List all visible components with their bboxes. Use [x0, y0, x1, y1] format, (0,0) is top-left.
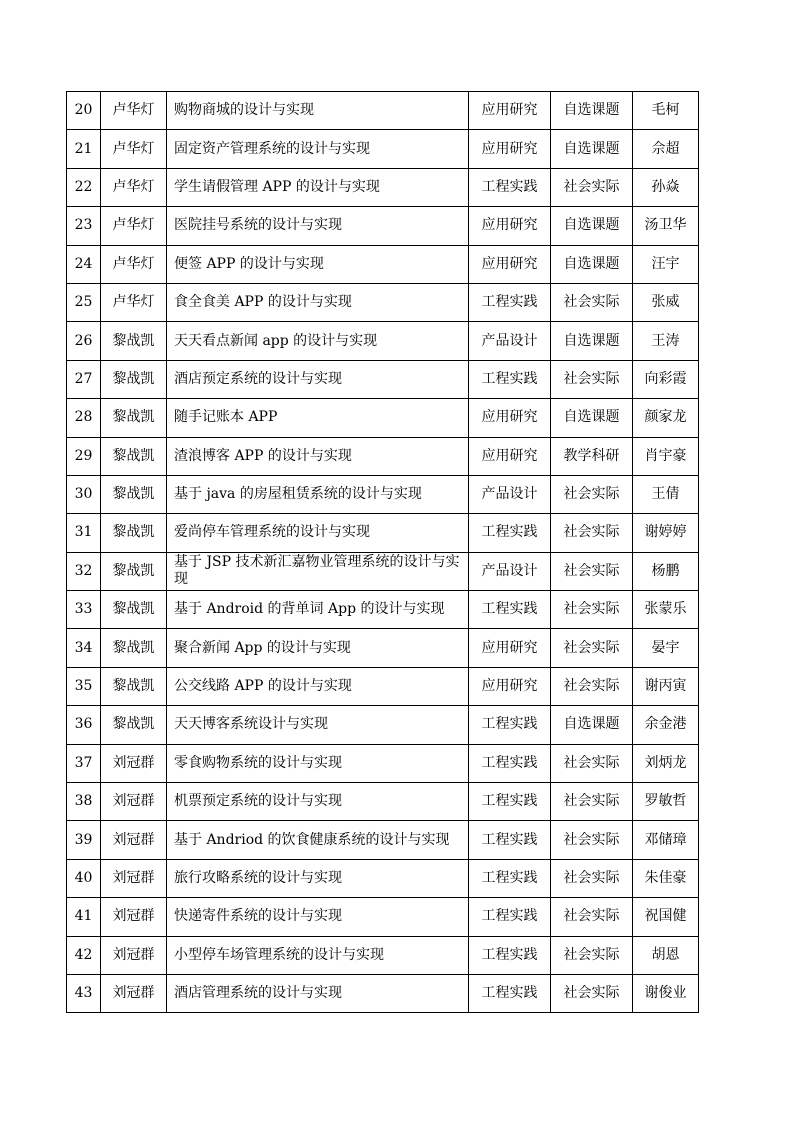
- row-number-cell: 26: [67, 322, 101, 360]
- title-cell: 基于 java 的房屋租赁系统的设计与实现: [167, 475, 469, 513]
- student-cell: 汪宇: [633, 245, 699, 283]
- teacher-cell: 黎战凯: [101, 706, 167, 744]
- student-cell: 张蒙乐: [633, 591, 699, 629]
- row-number-cell: 22: [67, 168, 101, 206]
- topic-source-cell: 社会实际: [551, 936, 633, 974]
- row-number-cell: 23: [67, 207, 101, 245]
- table-row: [67, 399, 699, 437]
- table-row: [67, 706, 699, 744]
- topic-type-cell: 应用研究: [469, 92, 551, 130]
- student-cell: 杨鹏: [633, 552, 699, 590]
- title-cell: 固定资产管理系统的设计与实现: [167, 130, 469, 168]
- topic-type-cell: 工程实践: [469, 821, 551, 859]
- topic-type-cell: 产品设计: [469, 475, 551, 513]
- title-cell: 医院挂号系统的设计与实现: [167, 207, 469, 245]
- student-cell: 王倩: [633, 475, 699, 513]
- student-cell: 晏宇: [633, 629, 699, 667]
- topic-type-cell: 工程实践: [469, 974, 551, 1012]
- title-cell: 天天看点新闻 app 的设计与实现: [167, 322, 469, 360]
- table-row: [67, 475, 699, 513]
- row-number-cell: 38: [67, 783, 101, 821]
- topic-source-cell: 自选课题: [551, 706, 633, 744]
- topic-source-cell: 社会实际: [551, 475, 633, 513]
- table-row: [67, 245, 699, 283]
- teacher-cell: 刘冠群: [101, 936, 167, 974]
- table-row: [67, 130, 699, 168]
- table-row: [67, 629, 699, 667]
- teacher-cell: 黎战凯: [101, 475, 167, 513]
- topic-source-cell: 社会实际: [551, 629, 633, 667]
- table-row: [67, 514, 699, 552]
- topic-type-cell: 应用研究: [469, 629, 551, 667]
- row-number-cell: 29: [67, 437, 101, 475]
- topic-source-cell: 自选课题: [551, 245, 633, 283]
- topic-source-cell: 社会实际: [551, 168, 633, 206]
- topic-source-cell: 社会实际: [551, 552, 633, 590]
- topics-table: [66, 91, 699, 1013]
- row-number-cell: 42: [67, 936, 101, 974]
- teacher-cell: 刘冠群: [101, 744, 167, 782]
- title-cell: 爱尚停车管理系统的设计与实现: [167, 514, 469, 552]
- teacher-cell: 卢华灯: [101, 207, 167, 245]
- title-cell: 机票预定系统的设计与实现: [167, 783, 469, 821]
- topic-source-cell: 社会实际: [551, 744, 633, 782]
- title-cell: 天天博客系统设计与实现: [167, 706, 469, 744]
- row-number-cell: 41: [67, 898, 101, 936]
- title-cell: 快递寄件系统的设计与实现: [167, 898, 469, 936]
- student-cell: 胡恩: [633, 936, 699, 974]
- table-row: [67, 437, 699, 475]
- topic-source-cell: 自选课题: [551, 92, 633, 130]
- topic-type-cell: 产品设计: [469, 322, 551, 360]
- topic-source-cell: 社会实际: [551, 360, 633, 398]
- student-cell: 张威: [633, 283, 699, 321]
- student-cell: 邓储璋: [633, 821, 699, 859]
- student-cell: 向彩霞: [633, 360, 699, 398]
- topic-type-cell: 工程实践: [469, 591, 551, 629]
- title-cell: 旅行攻略系统的设计与实现: [167, 859, 469, 897]
- title-cell: 基于 Android 的背单词 App 的设计与实现: [167, 591, 469, 629]
- topic-type-cell: 工程实践: [469, 514, 551, 552]
- table-row: [67, 936, 699, 974]
- topic-type-cell: 产品设计: [469, 552, 551, 590]
- table-row: [67, 974, 699, 1012]
- row-number-cell: 27: [67, 360, 101, 398]
- topic-source-cell: 社会实际: [551, 783, 633, 821]
- topics-table-body: [67, 92, 699, 1013]
- title-cell: 零食购物系统的设计与实现: [167, 744, 469, 782]
- topic-type-cell: 应用研究: [469, 130, 551, 168]
- teacher-cell: 卢华灯: [101, 130, 167, 168]
- row-number-cell: 21: [67, 130, 101, 168]
- title-cell: 随手记账本 APP: [167, 399, 469, 437]
- student-cell: 谢丙寅: [633, 667, 699, 705]
- student-cell: 谢婷婷: [633, 514, 699, 552]
- topic-type-cell: 工程实践: [469, 706, 551, 744]
- table-row: [67, 898, 699, 936]
- row-number-cell: 28: [67, 399, 101, 437]
- topic-type-cell: 工程实践: [469, 360, 551, 398]
- table-row: [67, 821, 699, 859]
- row-number-cell: 31: [67, 514, 101, 552]
- row-number-cell: 34: [67, 629, 101, 667]
- topic-source-cell: 教学科研: [551, 437, 633, 475]
- topic-type-cell: 工程实践: [469, 898, 551, 936]
- row-number-cell: 30: [67, 475, 101, 513]
- student-cell: 谢俊业: [633, 974, 699, 1012]
- teacher-cell: 黎战凯: [101, 667, 167, 705]
- topic-type-cell: 工程实践: [469, 168, 551, 206]
- student-cell: 余金港: [633, 706, 699, 744]
- teacher-cell: 黎战凯: [101, 437, 167, 475]
- student-cell: 佘超: [633, 130, 699, 168]
- table-row: [67, 859, 699, 897]
- title-cell: 学生请假管理 APP 的设计与实现: [167, 168, 469, 206]
- topic-source-cell: 社会实际: [551, 591, 633, 629]
- topic-type-cell: 工程实践: [469, 859, 551, 897]
- topic-source-cell: 自选课题: [551, 207, 633, 245]
- title-cell: 小型停车场管理系统的设计与实现: [167, 936, 469, 974]
- title-cell: 酒店管理系统的设计与实现: [167, 974, 469, 1012]
- teacher-cell: 黎战凯: [101, 322, 167, 360]
- student-cell: 孙焱: [633, 168, 699, 206]
- teacher-cell: 卢华灯: [101, 245, 167, 283]
- topic-type-cell: 工程实践: [469, 783, 551, 821]
- teacher-cell: 刘冠群: [101, 974, 167, 1012]
- topic-source-cell: 自选课题: [551, 322, 633, 360]
- topic-source-cell: 社会实际: [551, 667, 633, 705]
- title-cell: 食全食美 APP 的设计与实现: [167, 283, 469, 321]
- row-number-cell: 36: [67, 706, 101, 744]
- teacher-cell: 黎战凯: [101, 514, 167, 552]
- table-row: [67, 322, 699, 360]
- topic-source-cell: 社会实际: [551, 283, 633, 321]
- teacher-cell: 卢华灯: [101, 168, 167, 206]
- student-cell: 肖宇豪: [633, 437, 699, 475]
- topic-type-cell: 工程实践: [469, 283, 551, 321]
- row-number-cell: 39: [67, 821, 101, 859]
- topic-type-cell: 工程实践: [469, 936, 551, 974]
- table-row: [67, 744, 699, 782]
- teacher-cell: 刘冠群: [101, 859, 167, 897]
- teacher-cell: 卢华灯: [101, 92, 167, 130]
- student-cell: 朱佳豪: [633, 859, 699, 897]
- table-row: [67, 207, 699, 245]
- title-cell: 便签 APP 的设计与实现: [167, 245, 469, 283]
- row-number-cell: 37: [67, 744, 101, 782]
- teacher-cell: 黎战凯: [101, 360, 167, 398]
- student-cell: 祝国健: [633, 898, 699, 936]
- row-number-cell: 35: [67, 667, 101, 705]
- topic-source-cell: 社会实际: [551, 821, 633, 859]
- row-number-cell: 20: [67, 92, 101, 130]
- row-number-cell: 25: [67, 283, 101, 321]
- title-cell: 渣浪博客 APP 的设计与实现: [167, 437, 469, 475]
- title-cell: 公交线路 APP 的设计与实现: [167, 667, 469, 705]
- teacher-cell: 黎战凯: [101, 629, 167, 667]
- topic-type-cell: 应用研究: [469, 437, 551, 475]
- row-number-cell: 32: [67, 552, 101, 590]
- table-row: [67, 360, 699, 398]
- student-cell: 王涛: [633, 322, 699, 360]
- teacher-cell: 刘冠群: [101, 783, 167, 821]
- row-number-cell: 33: [67, 591, 101, 629]
- title-cell: 基于 JSP 技术新汇嘉物业管理系统的设计与实现: [167, 552, 469, 590]
- row-number-cell: 24: [67, 245, 101, 283]
- table-row: [67, 283, 699, 321]
- teacher-cell: 刘冠群: [101, 821, 167, 859]
- teacher-cell: 刘冠群: [101, 898, 167, 936]
- title-cell: 购物商城的设计与实现: [167, 92, 469, 130]
- row-number-cell: 43: [67, 974, 101, 1012]
- title-cell: 聚合新闻 App 的设计与实现: [167, 629, 469, 667]
- student-cell: 颜家龙: [633, 399, 699, 437]
- student-cell: 罗敏哲: [633, 783, 699, 821]
- topic-type-cell: 应用研究: [469, 399, 551, 437]
- table-row: [67, 168, 699, 206]
- topic-source-cell: 社会实际: [551, 514, 633, 552]
- topic-source-cell: 自选课题: [551, 399, 633, 437]
- table-row: [67, 92, 699, 130]
- teacher-cell: 黎战凯: [101, 552, 167, 590]
- topic-source-cell: 自选课题: [551, 130, 633, 168]
- table-row: [67, 552, 699, 590]
- row-number-cell: 40: [67, 859, 101, 897]
- teacher-cell: 黎战凯: [101, 591, 167, 629]
- topic-type-cell: 应用研究: [469, 245, 551, 283]
- topic-type-cell: 应用研究: [469, 207, 551, 245]
- title-cell: 基于 Andriod 的饮食健康系统的设计与实现: [167, 821, 469, 859]
- topic-source-cell: 社会实际: [551, 859, 633, 897]
- topic-type-cell: 应用研究: [469, 667, 551, 705]
- topic-source-cell: 社会实际: [551, 974, 633, 1012]
- table-row: [67, 783, 699, 821]
- title-cell: 酒店预定系统的设计与实现: [167, 360, 469, 398]
- table-row: [67, 667, 699, 705]
- topic-type-cell: 工程实践: [469, 744, 551, 782]
- table-row: [67, 591, 699, 629]
- student-cell: 汤卫华: [633, 207, 699, 245]
- student-cell: 刘炳龙: [633, 744, 699, 782]
- teacher-cell: 卢华灯: [101, 283, 167, 321]
- topic-source-cell: 社会实际: [551, 898, 633, 936]
- teacher-cell: 黎战凯: [101, 399, 167, 437]
- student-cell: 毛柯: [633, 92, 699, 130]
